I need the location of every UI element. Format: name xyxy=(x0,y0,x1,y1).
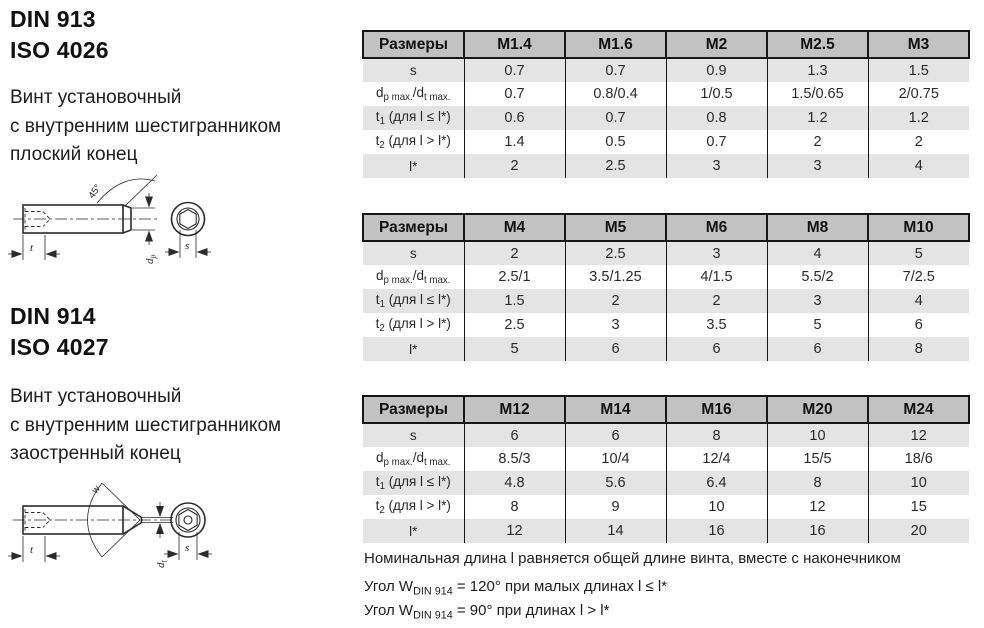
table-cell: 3 xyxy=(767,289,868,313)
table-cell: 2/0.75 xyxy=(868,82,969,106)
row-label xyxy=(363,313,464,337)
standard-line: ISO 4027 xyxy=(10,334,109,360)
table-cell: 8 xyxy=(464,495,565,519)
text-part: s xyxy=(409,246,417,261)
standard-line: DIN 914 xyxy=(10,303,96,329)
dimensions-table xyxy=(362,30,970,178)
dp-dimension xyxy=(132,193,158,264)
text-part: /d xyxy=(412,84,424,100)
table-cell: 1.5/0.65 xyxy=(767,82,868,106)
table-row xyxy=(363,289,969,313)
text-part: l* xyxy=(409,523,418,539)
table-cell: 9 xyxy=(565,495,666,519)
description-din913 xyxy=(10,84,281,170)
row-label xyxy=(363,241,464,265)
standard-heading-din913 xyxy=(10,4,109,66)
column-header: M3 xyxy=(868,31,969,58)
table-cell: 1.2 xyxy=(767,106,868,130)
table-cell: 2 xyxy=(868,130,969,154)
header-row xyxy=(363,396,969,423)
table-cell: 1.3 xyxy=(767,58,868,82)
table-row xyxy=(363,519,969,543)
table-cell: 16 xyxy=(767,519,868,543)
side-view xyxy=(13,506,173,534)
header-row xyxy=(363,31,969,58)
table-cell: 3 xyxy=(666,154,767,178)
table-cell: 2 xyxy=(464,154,565,178)
table-cell: 2 xyxy=(565,289,666,313)
table-row xyxy=(363,82,969,106)
description-line: с внутренним шестигранником xyxy=(10,414,282,436)
table-cell: 5.6 xyxy=(565,471,666,495)
t-dimension-label: t xyxy=(30,544,34,556)
table-cell: 12 xyxy=(767,495,868,519)
row-label xyxy=(363,447,464,471)
table-cell: 10/4 xyxy=(565,447,666,471)
row-label xyxy=(363,337,464,361)
row-label xyxy=(363,423,464,447)
table-row xyxy=(363,423,969,447)
table-cell: 6 xyxy=(464,423,565,447)
outer-diameter-circle xyxy=(172,203,205,236)
table-row xyxy=(363,447,969,471)
row-label xyxy=(363,82,464,106)
column-header: Размеры xyxy=(363,214,464,241)
table-cell: 18/6 xyxy=(868,447,969,471)
subscript: 2 xyxy=(379,505,385,517)
description-din914 xyxy=(10,383,281,469)
s-dimension-label: s xyxy=(185,240,190,252)
table-cell: 0.7 xyxy=(565,58,666,82)
note-angle-90 xyxy=(364,602,609,621)
table-row xyxy=(363,265,969,289)
column-header: M2.5 xyxy=(767,31,868,58)
row-label xyxy=(363,154,464,178)
table-cell: 8 xyxy=(767,471,868,495)
column-header: M24 xyxy=(868,396,969,423)
text-part: t xyxy=(375,108,380,124)
dp-dimension-label: $d_p$ xyxy=(144,254,158,264)
text-part: (для l ≤ l*) xyxy=(384,108,451,124)
table-cell: 6 xyxy=(565,337,666,361)
dimension-table-m12-m24 xyxy=(362,395,970,543)
column-header: M10 xyxy=(868,214,969,241)
table-cell: 4 xyxy=(868,289,969,313)
table-cell: 0.8/0.4 xyxy=(565,82,666,106)
text-part: Угол W xyxy=(364,578,414,595)
table-cell: 3.5/1.25 xyxy=(565,265,666,289)
t-dimension xyxy=(8,235,60,260)
dt-dimension-label: $d_t$ xyxy=(155,560,169,568)
note-angle-120 xyxy=(364,578,667,597)
column-header: Размеры xyxy=(363,396,464,423)
table-cell: 1.2 xyxy=(868,106,969,130)
text-part: (для l > l*) xyxy=(384,132,451,148)
table-cell: 0.7 xyxy=(464,82,565,106)
table-cell: 2.5/1 xyxy=(464,265,565,289)
table-cell: 15/5 xyxy=(767,447,868,471)
table-cell: 2 xyxy=(767,130,868,154)
table-cell: 0.5 xyxy=(565,130,666,154)
row-label xyxy=(363,471,464,495)
table-row xyxy=(363,58,969,82)
text-part: t xyxy=(375,291,380,307)
dimensions-table xyxy=(362,395,970,543)
subscript: 2 xyxy=(379,140,385,152)
table-row xyxy=(363,495,969,519)
subscript: p max. xyxy=(383,457,413,469)
column-header: M1.4 xyxy=(464,31,565,58)
description-line: заостренный конец xyxy=(10,443,181,464)
column-header: M8 xyxy=(767,214,868,241)
table-cell: 8.5/3 xyxy=(464,447,565,471)
header-row xyxy=(363,214,969,241)
column-header: M12 xyxy=(464,396,565,423)
side-view xyxy=(13,205,157,233)
table-row xyxy=(363,337,969,361)
t-dimension-label: t xyxy=(30,242,34,254)
column-header: M2 xyxy=(666,31,767,58)
column-header: Размеры xyxy=(363,31,464,58)
socket-circle xyxy=(176,508,200,532)
table-cell: 12 xyxy=(868,423,969,447)
table-row xyxy=(363,106,969,130)
table-cell: 3.5 xyxy=(666,313,767,337)
row-label xyxy=(363,495,464,519)
text-part: l* xyxy=(409,158,418,174)
subscript: 1 xyxy=(379,299,385,311)
table-cell: 2 xyxy=(666,289,767,313)
table-cell: 0.8 xyxy=(666,106,767,130)
table-cell: 0.7 xyxy=(666,130,767,154)
note-nominal-length: Номинальная длина l равняется общей длине винта, вместе с наконечником xyxy=(364,550,901,567)
subscript: p max. xyxy=(383,92,413,104)
row-label xyxy=(363,106,464,130)
table-cell: 3 xyxy=(565,313,666,337)
end-view xyxy=(165,203,211,259)
table-cell: 1.5 xyxy=(464,289,565,313)
table-cell: 10 xyxy=(666,495,767,519)
text-part: l* xyxy=(409,341,418,357)
subscript: 2 xyxy=(379,323,385,335)
text-part: (для l > l*) xyxy=(384,315,451,331)
table-cell: 3 xyxy=(666,241,767,265)
text-part: t xyxy=(375,132,380,148)
angle-arc xyxy=(97,179,155,203)
table-cell: 10 xyxy=(767,423,868,447)
column-header: M4 xyxy=(464,214,565,241)
description-line: плоский конец xyxy=(10,144,138,165)
table-cell: 2.5 xyxy=(565,154,666,178)
description-line: Винт установочный xyxy=(10,87,182,108)
table-cell: 6 xyxy=(868,313,969,337)
table-cell: 7/2.5 xyxy=(868,265,969,289)
row-label xyxy=(363,519,464,543)
subscript: 1 xyxy=(379,116,385,128)
column-header: M5 xyxy=(565,214,666,241)
angle-leg xyxy=(102,483,140,520)
table-cell: 4 xyxy=(767,241,868,265)
table-cell: 12/4 xyxy=(666,447,767,471)
row-label xyxy=(363,289,464,313)
table-cell: 0.7 xyxy=(565,106,666,130)
subscript: 1 xyxy=(379,481,385,493)
chamfer-angle-annotation xyxy=(86,175,157,206)
t-dimension xyxy=(8,536,60,562)
subscript: t max. xyxy=(423,92,451,104)
end-view xyxy=(164,503,212,560)
column-header: M1.6 xyxy=(565,31,666,58)
text-part: = 120° при малых длинах l ≤ l* xyxy=(452,578,668,595)
row-label xyxy=(363,130,464,154)
description-line: Винт установочный xyxy=(10,386,182,407)
column-header: M14 xyxy=(565,396,666,423)
text-part: (для l ≤ l*) xyxy=(384,473,451,489)
technical-drawing-cone-point xyxy=(5,476,240,576)
column-header: M16 xyxy=(666,396,767,423)
table-cell: 0.7 xyxy=(464,58,565,82)
table-cell: 20 xyxy=(868,519,969,543)
table-cell: 4 xyxy=(868,154,969,178)
dimension-table-m1.4-m3 xyxy=(362,30,970,178)
dimension-table-m4-m10 xyxy=(362,213,970,361)
standard-heading-din914 xyxy=(10,301,109,363)
text-part: = 90° при длинах l > l* xyxy=(452,602,610,619)
table-cell: 8 xyxy=(666,423,767,447)
angle-leg xyxy=(102,520,140,557)
text-part: Угол W xyxy=(364,602,414,619)
column-header: M20 xyxy=(767,396,868,423)
text-part: t xyxy=(375,315,380,331)
table-row xyxy=(363,313,969,337)
text-part: (для l ≤ l*) xyxy=(384,291,451,307)
table-cell: 10 xyxy=(868,471,969,495)
subscript: DIN 914 xyxy=(413,609,453,622)
chamfer-angle-label: 45° xyxy=(86,182,104,201)
text-part: d xyxy=(376,267,384,283)
table-cell: 0.9 xyxy=(666,58,767,82)
subscript: DIN 914 xyxy=(413,585,453,598)
table-cell: 6 xyxy=(666,337,767,361)
table-cell: 15 xyxy=(868,495,969,519)
text-part: t xyxy=(375,473,380,489)
table-cell: 4.8 xyxy=(464,471,565,495)
subscript: p max. xyxy=(383,275,413,287)
text-part: d xyxy=(376,449,384,465)
table-cell: 2.5 xyxy=(464,313,565,337)
column-header: M6 xyxy=(666,214,767,241)
cone-angle-label: w xyxy=(89,483,103,496)
table-cell: 4/1.5 xyxy=(666,265,767,289)
table-row xyxy=(363,471,969,495)
table-cell: 5 xyxy=(767,313,868,337)
table-cell: 5 xyxy=(464,337,565,361)
text-part: (для l > l*) xyxy=(384,497,451,513)
table-cell: 1.4 xyxy=(464,130,565,154)
table-cell: 3 xyxy=(767,154,868,178)
table-cell: 5 xyxy=(868,241,969,265)
hex-socket xyxy=(180,210,196,229)
s-dimension-label: s xyxy=(185,542,190,554)
subscript: t max. xyxy=(423,457,451,469)
text-part: t xyxy=(375,497,380,513)
text-part: s xyxy=(409,63,417,78)
table-cell: 2 xyxy=(464,241,565,265)
description-line: с внутренним шестигранником xyxy=(10,115,282,137)
leader-line xyxy=(125,175,157,206)
table-cell: 1.5 xyxy=(868,58,969,82)
text-part: d xyxy=(376,84,384,100)
text-part: /d xyxy=(412,449,424,465)
table-cell: 2.5 xyxy=(565,241,666,265)
standard-line: DIN 913 xyxy=(10,6,96,32)
table-cell: 8 xyxy=(868,337,969,361)
table-cell: 12 xyxy=(464,519,565,543)
dimensions-table xyxy=(362,213,970,361)
text-part: /d xyxy=(412,267,424,283)
table-row xyxy=(363,154,969,178)
table-cell: 14 xyxy=(565,519,666,543)
table-row xyxy=(363,130,969,154)
table-cell: 0.6 xyxy=(464,106,565,130)
text-part: s xyxy=(409,428,417,443)
table-cell: 6.4 xyxy=(666,471,767,495)
table-cell: 6 xyxy=(767,337,868,361)
subscript: t max. xyxy=(423,275,451,287)
cone-tip-circle xyxy=(184,516,192,524)
standard-line: ISO 4026 xyxy=(10,37,109,63)
table-cell: 1/0.5 xyxy=(666,82,767,106)
table-cell: 5.5/2 xyxy=(767,265,868,289)
row-label xyxy=(363,265,464,289)
technical-drawing-flat-point xyxy=(5,172,240,272)
row-label xyxy=(363,58,464,82)
table-cell: 16 xyxy=(666,519,767,543)
table-row xyxy=(363,241,969,265)
hex-socket xyxy=(179,510,197,531)
dt-dimension xyxy=(142,502,173,568)
table-cell: 6 xyxy=(565,423,666,447)
